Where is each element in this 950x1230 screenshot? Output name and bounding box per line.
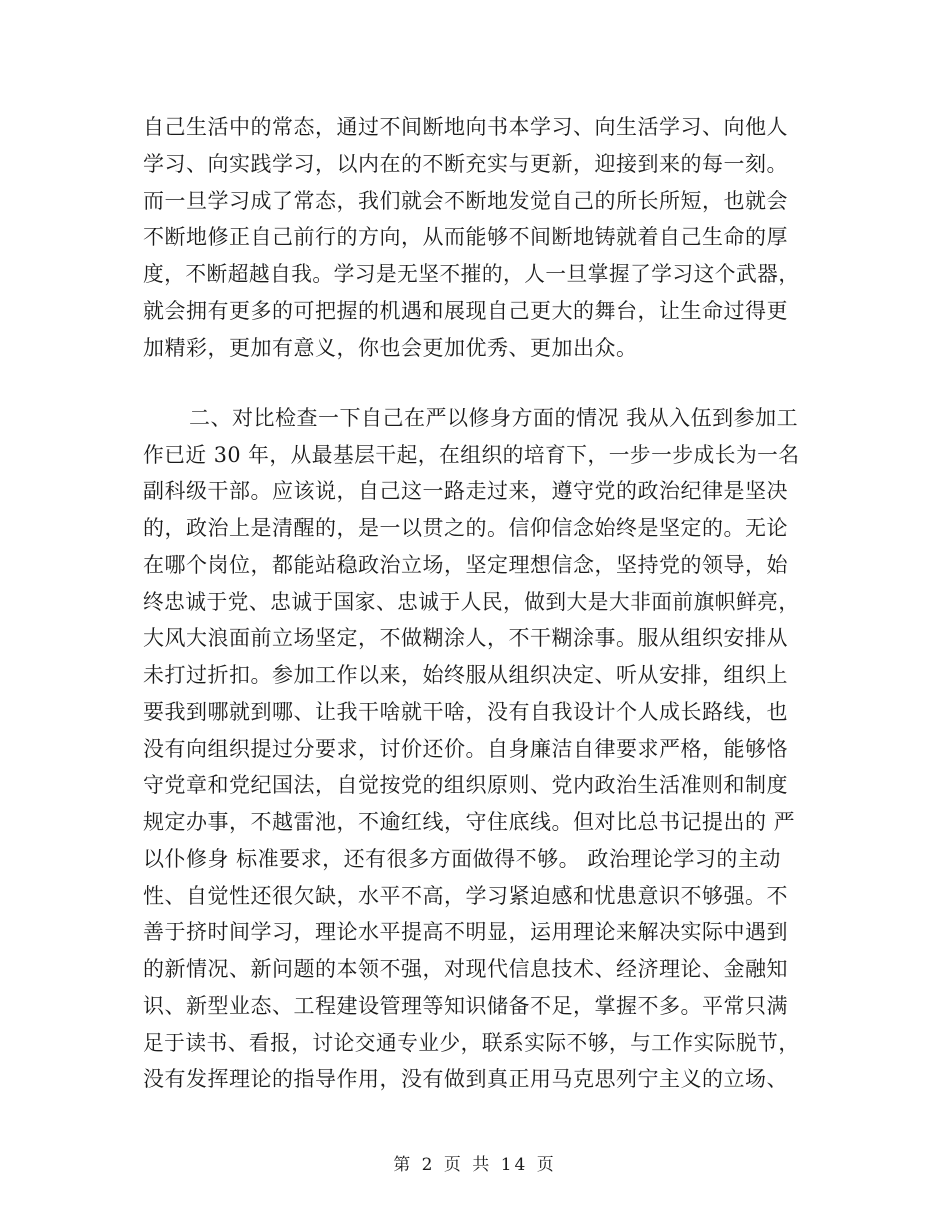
text-line: 性、自觉性还很欠缺，水平不高，学习紧迫感和忧患意识不够强。不 <box>143 884 788 908</box>
text-line: 识、新型业态、工程建设管理等知识储备不足，掌握不多。平常只满 <box>143 994 788 1018</box>
text-line: 终忠诚于党、忠诚于国家、忠诚于人民，做到大是大非面前旗帜鲜亮， <box>143 590 800 614</box>
page-number-footer: 第 2 页 共 14 页 <box>393 1155 557 1175</box>
text-line: 未打过折扣。参加工作以来，始终服从组织决定、听从安排，组织上 <box>143 663 788 687</box>
text-line: 善于挤时间学习，理论水平提高不明显，运用理论来解决实际中遇到 <box>143 920 788 944</box>
text-line: 副科级干部。应该说，自己这一路走过来，遵守党的政治纪律是坚决 <box>143 479 788 503</box>
text-line: 加精彩，更加有意义，你也会更加优秀、更加出众。 <box>143 336 638 360</box>
text-line: 而一旦学习成了常态，我们就会不断地发觉自己的所长所短，也就会 <box>143 189 788 213</box>
text-line: 作已近 30 年，从最基层干起，在组织的培育下，一步一步成长为一名 <box>143 443 800 467</box>
text-line: 在哪个岗位，都能站稳政治立场，坚定理想信念，坚持党的领导，始 <box>143 553 788 577</box>
text-line: 度，不断超越自我。学习是无坚不摧的，人一旦掌握了学习这个武器， <box>143 262 800 286</box>
text-line: 的，政治上是清醒的，是一以贯之的。信仰信念始终是坚定的。无论 <box>143 516 788 540</box>
text-line: 要我到哪就到哪、让我干啥就干啥，没有自我设计个人成长路线，也 <box>143 700 788 724</box>
text-line: 学习、向实践学习，以内在的不断充实与更新，迎接到来的每一刻。 <box>143 152 788 176</box>
text-line: 规定办事，不越雷池，不逾红线，守住底线。但对比总书记提出的 严 <box>143 810 796 834</box>
text-line: 以仆修身 标准要求，还有很多方面做得不够。 政治理论学习的主动 <box>143 847 781 871</box>
text-line: 大风大浪面前立场坚定，不做糊涂人，不干糊涂事。服从组织安排从 <box>143 626 788 650</box>
text-line: 守党章和党纪国法，自觉按党的组织原则、党内政治生活准则和制度 <box>143 773 788 797</box>
text-line: 二、对比检查一下自己在严以修身方面的情况 我从入伍到参加工 <box>189 406 799 430</box>
text-line: 自己生活中的常态，通过不间断地向书本学习、向生活学习、向他人 <box>143 115 788 139</box>
text-line: 足于读书、看报，讨论交通专业少，联系实际不够，与工作实际脱节， <box>143 1031 800 1055</box>
text-line: 没有向组织提过分要求，讨价还价。自身廉洁自律要求严格，能够恪 <box>143 737 788 761</box>
text-line: 的新情况、新问题的本领不强，对现代信息技术、经济理论、金融知 <box>143 957 788 981</box>
text-line: 没有发挥理论的指导作用，没有做到真正用马克思列宁主义的立场、 <box>143 1067 788 1091</box>
text-line: 就会拥有更多的可把握的机遇和展现自己更大的舞台，让生命过得更 <box>143 299 788 323</box>
text-line: 不断地修正自己前行的方向，从而能够不间断地铸就着自己生命的厚 <box>143 225 788 249</box>
